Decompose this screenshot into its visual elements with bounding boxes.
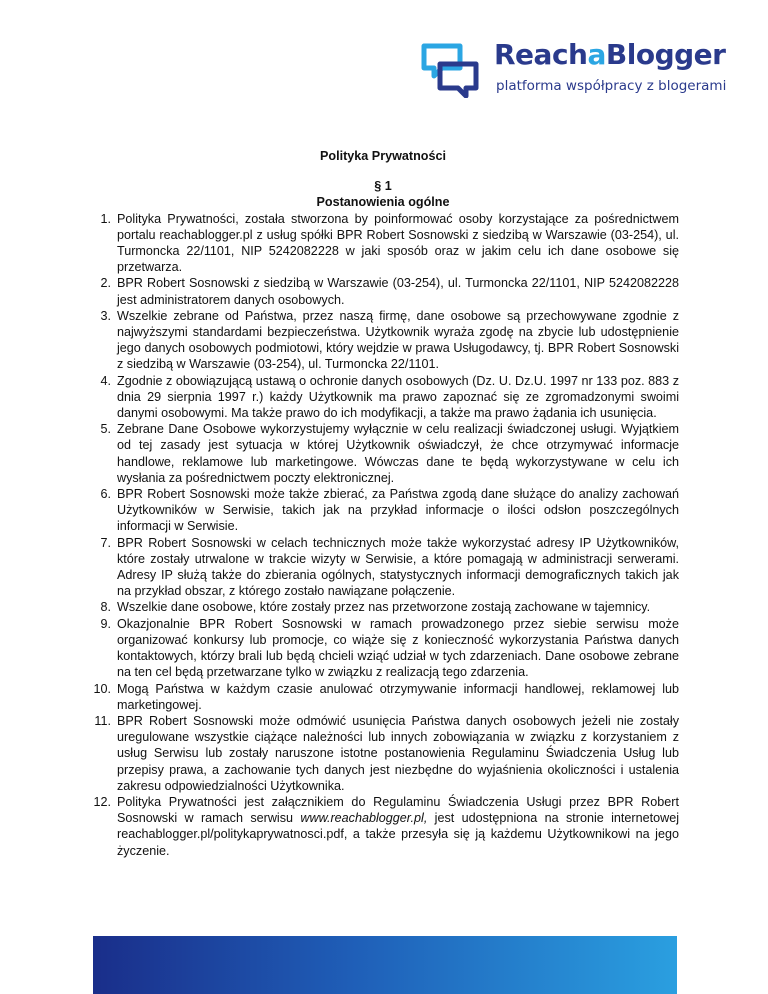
document-body [87, 148, 679, 859]
list-item [87, 211, 679, 276]
item-text [117, 795, 679, 858]
item-text: Mogą Państwa w każdym czasie anulować otrzymywanie informacji handlowej, reklamowej lub marketingowej. [117, 681, 679, 712]
item-number: 7. [100, 535, 111, 550]
brand-tagline: platforma współpracy z blogerami [496, 78, 727, 94]
list-item [87, 308, 679, 373]
website-link: www.reachablogger.pl, [300, 811, 428, 826]
list-item [87, 681, 679, 713]
item-text: Wszelkie zebrane od Państwa, przez naszą firmę, dane osobowe są przechowywane zgodnie z najwyższymi standardami bezpieczeństwa. Użytkownik wyraża zgodę na zbycie lub udostępnienie jego danych osobowych podmiotowi, który wejdzie w prawa Usługodawcy, tj. BPR Robert Sosnowski z siedzibą w Warszawie (03-254), ul. Turmoncka 22/1101. [117, 308, 679, 372]
item-number: 3. [100, 308, 111, 323]
section-name: Postanowienia ogólne [316, 195, 450, 210]
item-number: 2. [100, 276, 111, 291]
list-item [87, 275, 679, 307]
brand-accent: a [587, 38, 606, 71]
item-text: BPR Robert Sosnowski może odmówić usunięcia Państwa danych osobowych jeżeli nie zostały uregulowane wszystkie ciążące należności lub innych zobowiązania w związku z korzystaniem z usług Serwisu lub zostały naruszone istotne postanowienia Regulaminu Świadczenia Usług lub przepisy prawa, a zachowanie tych danych jest niezbędne do wyjaśnienia okoliczności i ustalenia zakresu odpowiedzialności Użytkownika. [117, 713, 679, 793]
list-item [87, 421, 679, 486]
item-number: 11. [94, 713, 111, 728]
item-text: Polityka Prywatności, została stworzona by poinformować osoby korzystające za pośrednictwem portalu reachablogger.pl z usług spółki BPR Robert Sosnowski z siedzibą w Warszawie (03-254), ul. Turmoncka 22/1101, NIP 5242082228 w jaki sposób oraz w jakim celu ich dane osobowe się przetwarza. [117, 211, 679, 275]
item-text: BPR Robert Sosnowski z siedzibą w Warszawie (03-254), ul. Turmoncka 22/1101, NIP 5242082228 jest administratorem danych osobowych. [117, 276, 679, 307]
brand-suffix: Blogger [605, 38, 726, 71]
brand-name [494, 38, 725, 71]
item-text: Wszelkie dane osobowe, które zostały przez nas przetworzone zostają zachowane w tajemnicy. [117, 600, 651, 615]
item-text: Zgodnie z obowiązującą ustawą o ochronie danych osobowych (Dz. U. Dz.U. 1997 nr 133 poz. 883 z dnia 29 sierpnia 1997 r.) każdy Użytkownik ma prawo zapoznać się ze zgromadzonymi swoimi danymi osobowymi. Ma także prawo do ich modyfikacji, a także ma prawo żądania ich usunięcia. [117, 373, 679, 421]
list-item [87, 373, 679, 422]
item-number: 4. [100, 373, 111, 388]
item-number: 1. [100, 211, 111, 226]
item-number: 6. [100, 487, 111, 502]
provisions-list [87, 211, 679, 859]
list-item [87, 486, 679, 535]
reachablogger-logo [420, 38, 727, 108]
list-item [87, 713, 679, 794]
item-text: BPR Robert Sosnowski w celach technicznych może także wykorzystać adresy IP Użytkowników, które zostały utrwalone w trakcie wizyty w Serwisie, a które pomagają w administracji serwerami. Adresy IP służą także do zbierania ogólnych, statystycznych informacji demograficznych takich jak na przykład obszar, z którego zostało nawiązane połączenie. [117, 535, 679, 599]
item-text: Okazjonalnie BPR Robert Sosnowski w ramach prowadzonego przez siebie serwisu może organizować konkursy lub promocje, co wiąże się z konieczność wykorzystania Państwa danych kontaktowych, którzy brali lub będą chcieli wziąć udział w tych zdarzeniach. Dane osobowe zebrane na ten cel będą przetwarzane tylko w związku z realizacją tego zdarzenia. [117, 616, 679, 680]
document-title: Polityka Prywatności [320, 149, 446, 163]
item-number: 10. [93, 681, 111, 696]
item-text-before: Polityka Prywatności jest załącznikiem do Regulaminu Świadczenia Usługi przez BPR Robert Sosnowski w ramach serwisu [117, 794, 679, 826]
list-item [87, 599, 679, 615]
brand-prefix: Reach [494, 38, 588, 71]
item-text: BPR Robert Sosnowski może także zbierać, za Państwa zgodą dane służące do analizy zachowań Użytkowników w Serwisie, takich jak na przykład informacje o ilości odsłon poszczególnych informacji w Serwisie. [117, 487, 679, 534]
item-number: 9. [100, 616, 111, 631]
item-number: 12. [93, 794, 111, 809]
list-item [87, 794, 679, 859]
footer-bar [93, 936, 677, 994]
list-item [87, 535, 679, 600]
item-text: Zebrane Dane Osobowe wykorzystujemy wyłącznie w celu realizacji świadczonej usługi. Wyjątkiem od tej zasady jest sytuacja w której Użytkownik oświadczył, że chce otrzymywać informacje handlowe, reklamowe lub marketingowe. Wówczas dane te będą wykorzystywane w celu ich wysłania za pośrednictwem poczty elektronicznej. [117, 422, 679, 485]
item-number: 8. [100, 600, 111, 615]
item-text-after: jest udostępniona na stronie internetowej reachablogger.pl/politykaprywatnosci.pdf, a także przesyła się ją każdemu Użytkownikowi na jego życzenie. [117, 811, 680, 858]
section-number: § 1 [374, 179, 392, 194]
list-item [87, 616, 679, 681]
item-number: 5. [100, 422, 111, 437]
speech-bubbles-icon [420, 42, 480, 98]
